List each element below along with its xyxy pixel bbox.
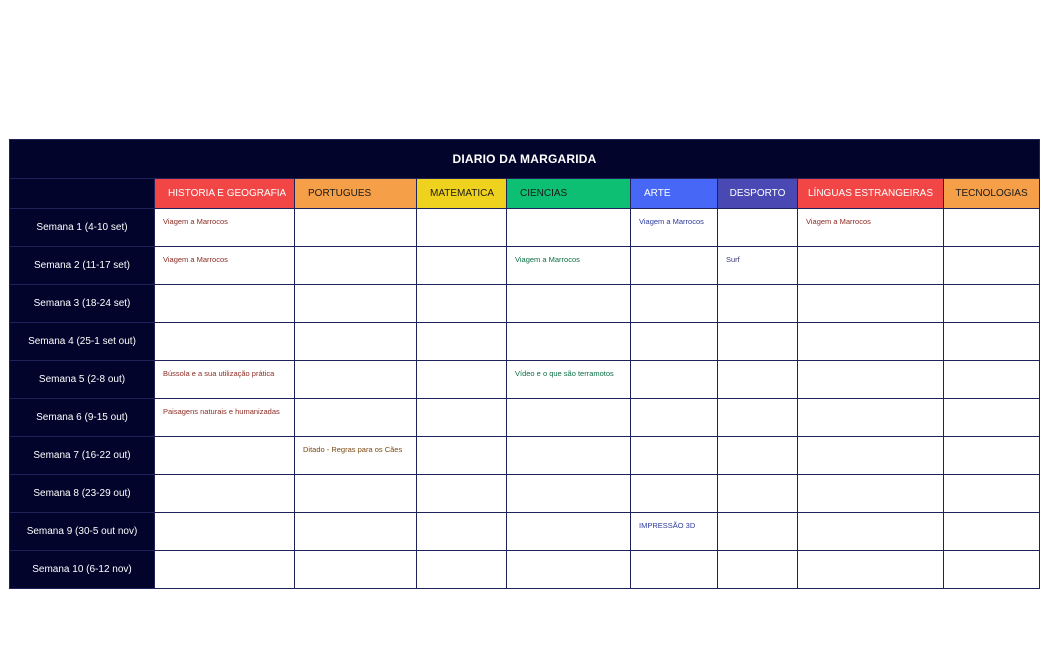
diary-entry-cell[interactable] xyxy=(944,247,1040,285)
diary-entry-cell[interactable] xyxy=(944,285,1040,323)
diary-entry-cell[interactable] xyxy=(417,399,507,437)
diary-entry-cell[interactable] xyxy=(417,247,507,285)
diary-entry-cell[interactable]: Vídeo e o que são terramotos xyxy=(507,361,631,399)
week-label: Semana 4 (25-1 set out) xyxy=(10,323,155,361)
subject-header-row xyxy=(10,179,1040,209)
diary-entry-cell[interactable] xyxy=(295,247,417,285)
subject-header: MATEMATICA xyxy=(417,179,507,209)
diary-entry-cell[interactable] xyxy=(507,437,631,475)
diary-entry-cell[interactable] xyxy=(944,437,1040,475)
diary-entry-cell[interactable] xyxy=(631,437,718,475)
diary-body xyxy=(10,209,1040,589)
diary-entry-cell[interactable] xyxy=(507,475,631,513)
diary-entry-cell[interactable] xyxy=(295,513,417,551)
diary-entry-cell[interactable] xyxy=(718,551,798,589)
diary-entry-cell[interactable]: IMPRESSÃO 3D xyxy=(631,513,718,551)
diary-table xyxy=(9,139,1040,589)
diary-entry-cell[interactable] xyxy=(798,247,944,285)
diary-entry-cell[interactable] xyxy=(507,323,631,361)
diary-entry-cell[interactable] xyxy=(295,361,417,399)
diary-entry-cell[interactable]: Bússola e a sua utilização prática xyxy=(155,361,295,399)
diary-entry-cell[interactable] xyxy=(417,513,507,551)
week-row xyxy=(10,285,1040,323)
week-label: Semana 7 (16-22 out) xyxy=(10,437,155,475)
diary-entry-cell[interactable] xyxy=(417,209,507,247)
diary-entry-cell[interactable] xyxy=(417,323,507,361)
week-row xyxy=(10,475,1040,513)
diary-entry-cell[interactable]: Surf xyxy=(718,247,798,285)
diary-entry-cell[interactable] xyxy=(718,399,798,437)
diary-title: DIARIO DA MARGARIDA xyxy=(10,140,1040,179)
diary-entry-cell[interactable] xyxy=(507,285,631,323)
diary-entry-cell[interactable] xyxy=(417,361,507,399)
diary-entry-cell[interactable] xyxy=(295,399,417,437)
diary-entry-cell[interactable] xyxy=(718,285,798,323)
diary-entry-cell[interactable] xyxy=(718,437,798,475)
week-row xyxy=(10,209,1040,247)
week-row xyxy=(10,323,1040,361)
diary-entry-cell[interactable] xyxy=(631,475,718,513)
diary-entry-cell[interactable] xyxy=(798,513,944,551)
diary-entry-cell[interactable] xyxy=(155,437,295,475)
diary-entry-cell[interactable] xyxy=(417,437,507,475)
diary-entry-cell[interactable] xyxy=(631,361,718,399)
diary-entry-cell[interactable] xyxy=(507,551,631,589)
diary-entry-cell[interactable] xyxy=(944,209,1040,247)
diary-entry-cell[interactable] xyxy=(295,323,417,361)
diary-entry-cell[interactable] xyxy=(295,475,417,513)
week-row xyxy=(10,247,1040,285)
diary-entry-cell[interactable] xyxy=(718,361,798,399)
diary-entry-cell[interactable] xyxy=(944,323,1040,361)
diary-entry-cell[interactable] xyxy=(798,399,944,437)
diary-entry-cell[interactable] xyxy=(155,551,295,589)
diary-entry-cell[interactable] xyxy=(718,475,798,513)
diary-entry-cell[interactable] xyxy=(631,551,718,589)
subject-header: PORTUGUES xyxy=(295,179,417,209)
week-row xyxy=(10,437,1040,475)
diary-entry-cell[interactable] xyxy=(295,285,417,323)
header-corner xyxy=(10,179,155,209)
week-row xyxy=(10,513,1040,551)
subject-header: LÍNGUAS ESTRANGEIRAS xyxy=(798,179,944,209)
diary-entry-cell[interactable]: Viagem a Marrocos xyxy=(155,247,295,285)
week-row xyxy=(10,551,1040,589)
diary-entry-cell[interactable] xyxy=(507,209,631,247)
diary-entry-cell[interactable] xyxy=(798,361,944,399)
diary-entry-cell[interactable] xyxy=(944,551,1040,589)
title-row xyxy=(10,140,1040,179)
diary-entry-cell[interactable] xyxy=(295,551,417,589)
diary-entry-cell[interactable]: Viagem a Marrocos xyxy=(631,209,718,247)
diary-entry-cell[interactable] xyxy=(631,323,718,361)
week-label: Semana 5 (2-8 out) xyxy=(10,361,155,399)
week-label: Semana 10 (6-12 nov) xyxy=(10,551,155,589)
subject-header: HISTORIA E GEOGRAFIA xyxy=(155,179,295,209)
diary-entry-cell[interactable] xyxy=(417,285,507,323)
diary-entry-cell[interactable] xyxy=(155,475,295,513)
diary-entry-cell[interactable] xyxy=(718,513,798,551)
week-label: Semana 9 (30-5 out nov) xyxy=(10,513,155,551)
subject-header: DESPORTO xyxy=(718,179,798,209)
diary-entry-cell[interactable] xyxy=(798,437,944,475)
diary-entry-cell[interactable] xyxy=(944,475,1040,513)
week-row xyxy=(10,361,1040,399)
diary-entry-cell[interactable] xyxy=(718,323,798,361)
diary-entry-cell[interactable] xyxy=(507,513,631,551)
diary-entry-cell[interactable] xyxy=(631,285,718,323)
diary-entry-cell[interactable] xyxy=(295,209,417,247)
diary-entry-cell[interactable] xyxy=(155,285,295,323)
diary-entry-cell[interactable]: Paisagens naturais e humanizadas xyxy=(155,399,295,437)
diary-entry-cell[interactable] xyxy=(417,551,507,589)
week-label: Semana 2 (11-17 set) xyxy=(10,247,155,285)
diary-entry-cell[interactable] xyxy=(155,323,295,361)
diary-entry-cell[interactable]: Ditado - Regras para os Cães xyxy=(295,437,417,475)
week-row xyxy=(10,399,1040,437)
week-label: Semana 1 (4-10 set) xyxy=(10,209,155,247)
week-label: Semana 8 (23-29 out) xyxy=(10,475,155,513)
diary-entry-cell[interactable] xyxy=(507,399,631,437)
diary-entry-cell[interactable]: Viagem a Marrocos xyxy=(798,209,944,247)
week-label: Semana 6 (9-15 out) xyxy=(10,399,155,437)
diary-entry-cell[interactable] xyxy=(631,399,718,437)
diary-entry-cell[interactable] xyxy=(798,475,944,513)
diary-entry-cell[interactable] xyxy=(798,323,944,361)
diary-entry-cell[interactable] xyxy=(798,285,944,323)
diary-entry-cell[interactable] xyxy=(798,551,944,589)
week-label: Semana 3 (18-24 set) xyxy=(10,285,155,323)
subject-header: ARTE xyxy=(631,179,718,209)
diary-entry-cell[interactable] xyxy=(944,361,1040,399)
subject-header: TECNOLOGIAS xyxy=(944,179,1040,209)
diary-entry-cell[interactable] xyxy=(631,247,718,285)
diary-entry-cell[interactable] xyxy=(155,513,295,551)
diary-entry-cell[interactable]: Viagem a Marrocos xyxy=(155,209,295,247)
subject-header: CIENCIAS xyxy=(507,179,631,209)
diary-entry-cell[interactable] xyxy=(718,209,798,247)
diary-entry-cell[interactable]: Viagem a Marrocos xyxy=(507,247,631,285)
diary-entry-cell[interactable] xyxy=(417,475,507,513)
diary-entry-cell[interactable] xyxy=(944,513,1040,551)
diary-entry-cell[interactable] xyxy=(944,399,1040,437)
